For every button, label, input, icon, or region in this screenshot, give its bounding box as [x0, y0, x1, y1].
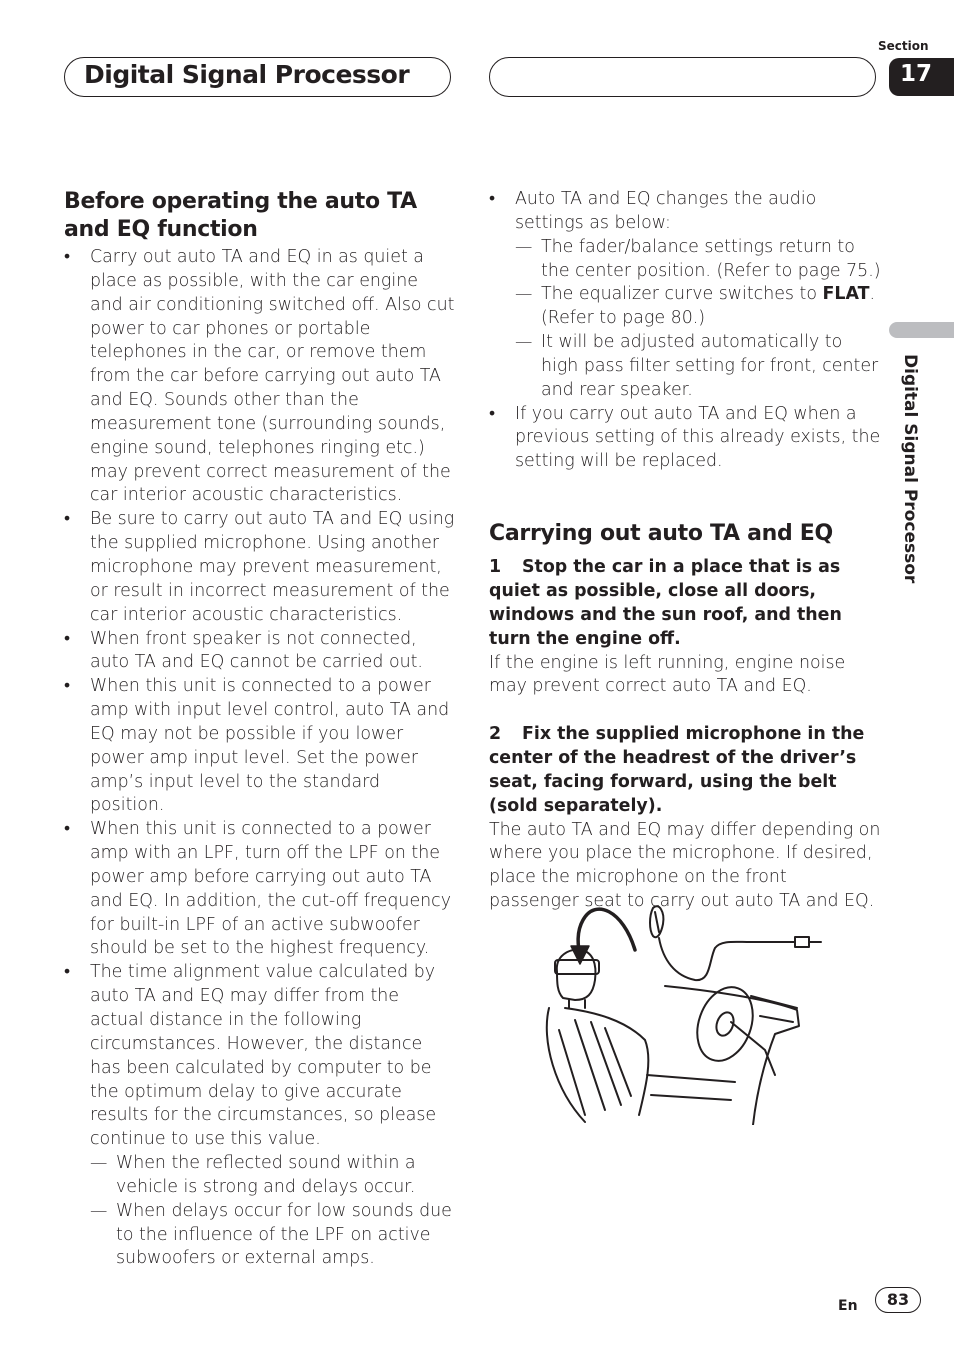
list-item: — When delays occur for low sounds due to the influence of the LPF on active subwoofers or external amps. — [90, 1200, 456, 1272]
language-marker: En — [838, 1298, 858, 1314]
list-item: • If you carry out auto TA and EQ when a previous setting of this already exists, the setting will be replaced. — [489, 403, 881, 475]
section-number: 17 — [900, 61, 933, 87]
step-title — [489, 723, 881, 818]
page-title: Digital Signal Processor — [84, 60, 410, 89]
microphone-installation-illustration — [535, 900, 830, 1125]
step-1 — [489, 556, 881, 699]
step-number: 2 — [489, 724, 502, 745]
side-tab-marker — [889, 322, 954, 338]
circumstance-list — [64, 1152, 456, 1271]
right-column — [489, 188, 881, 914]
section-label: Section — [878, 39, 929, 53]
list-item: • Be sure to carry out auto TA and EQ using the supplied microphone. Using another microphone may prevent measurement, or result in incorrect measurement of the car interior acoustic characteristics. — [64, 508, 456, 627]
step-body: The auto TA and EQ may differ depending on where you place the microphone. If desired, place the microphone on the front passenger seat to carry out auto TA and EQ. — [489, 819, 881, 912]
flat-keyword: FLAT — [822, 284, 870, 305]
list-item — [489, 188, 881, 403]
page-number: 83 — [875, 1287, 921, 1313]
list-item: • When front speaker is not connected, auto TA and EQ cannot be carried out. — [64, 628, 456, 676]
list-item-text: . (Refer to page 80.) — [541, 284, 875, 329]
list-item: — It will be adjusted automatically to high pass filter setting for front, center and rear speaker. — [515, 331, 881, 403]
step-title-text: Fix the supplied microphone in the center of the headrest of the driver’s seat, facing forward, using the belt (sold separately). — [489, 724, 865, 816]
list-item — [515, 283, 881, 331]
side-tab-label: Digital Signal Processor — [900, 354, 920, 584]
header-blank-frame — [489, 57, 876, 97]
list-item-text: Auto TA and EQ changes the audio settings as below: — [515, 189, 817, 233]
list-item: — The fader/balance settings return to the center position. (Refer to page 75.) — [515, 236, 881, 284]
settings-change-list — [489, 188, 881, 474]
left-column — [64, 188, 456, 1271]
step-body: If the engine is left running, engine noise may prevent correct auto TA and EQ. — [489, 652, 846, 697]
list-item: • Carry out auto TA and EQ in as quiet a place as possible, with the car engine and air conditioning switched off. Also cut power to car phones or portable telephones in the car, or remove them from the car before carrying out auto TA and EQ. Sounds other than the measurement tone (surrounding sounds, engine sound, telephones ringing etc.) may prevent correct measurement of the car interior acoustic characteristics. — [64, 246, 456, 508]
list-item: • When this unit is connected to a power amp with input level control, auto TA and EQ may not be possible if you lower power amp input level. Set the power amp’s input level to the standard position. — [64, 675, 456, 818]
list-item: — When the reflected sound within a vehicle is strong and delays occur. — [90, 1152, 456, 1200]
list-item-text: The equalizer curve switches to — [541, 284, 823, 305]
step-title — [489, 556, 881, 651]
precaution-list — [64, 246, 456, 1152]
step-2 — [489, 723, 881, 914]
step-title-text: Stop the car in a place that is as quiet as possible, close all doors, windows and the sun roof, and then turn the engine off. — [489, 557, 842, 649]
section-heading-carrying-out: Carrying out auto TA and EQ — [489, 521, 833, 547]
list-item: • When this unit is connected to a power amp with an LPF, turn off the LPF on the power amp before carrying out auto TA and EQ. In addition, the cut-off frequency for built-in LPF of an active subwoofer should be set to the highest frequency. — [64, 818, 456, 961]
list-item: • The time alignment value calculated by auto TA and EQ may differ from the actual distance in the following circumstances. However, the distance has been calculated by computer to be the optimum delay to give accurate results for the circumstances, so please continue to use this value. — [64, 961, 456, 1152]
section-heading-before-operating: Before operating the auto TA and EQ function — [64, 189, 417, 242]
step-number: 1 — [489, 557, 502, 578]
